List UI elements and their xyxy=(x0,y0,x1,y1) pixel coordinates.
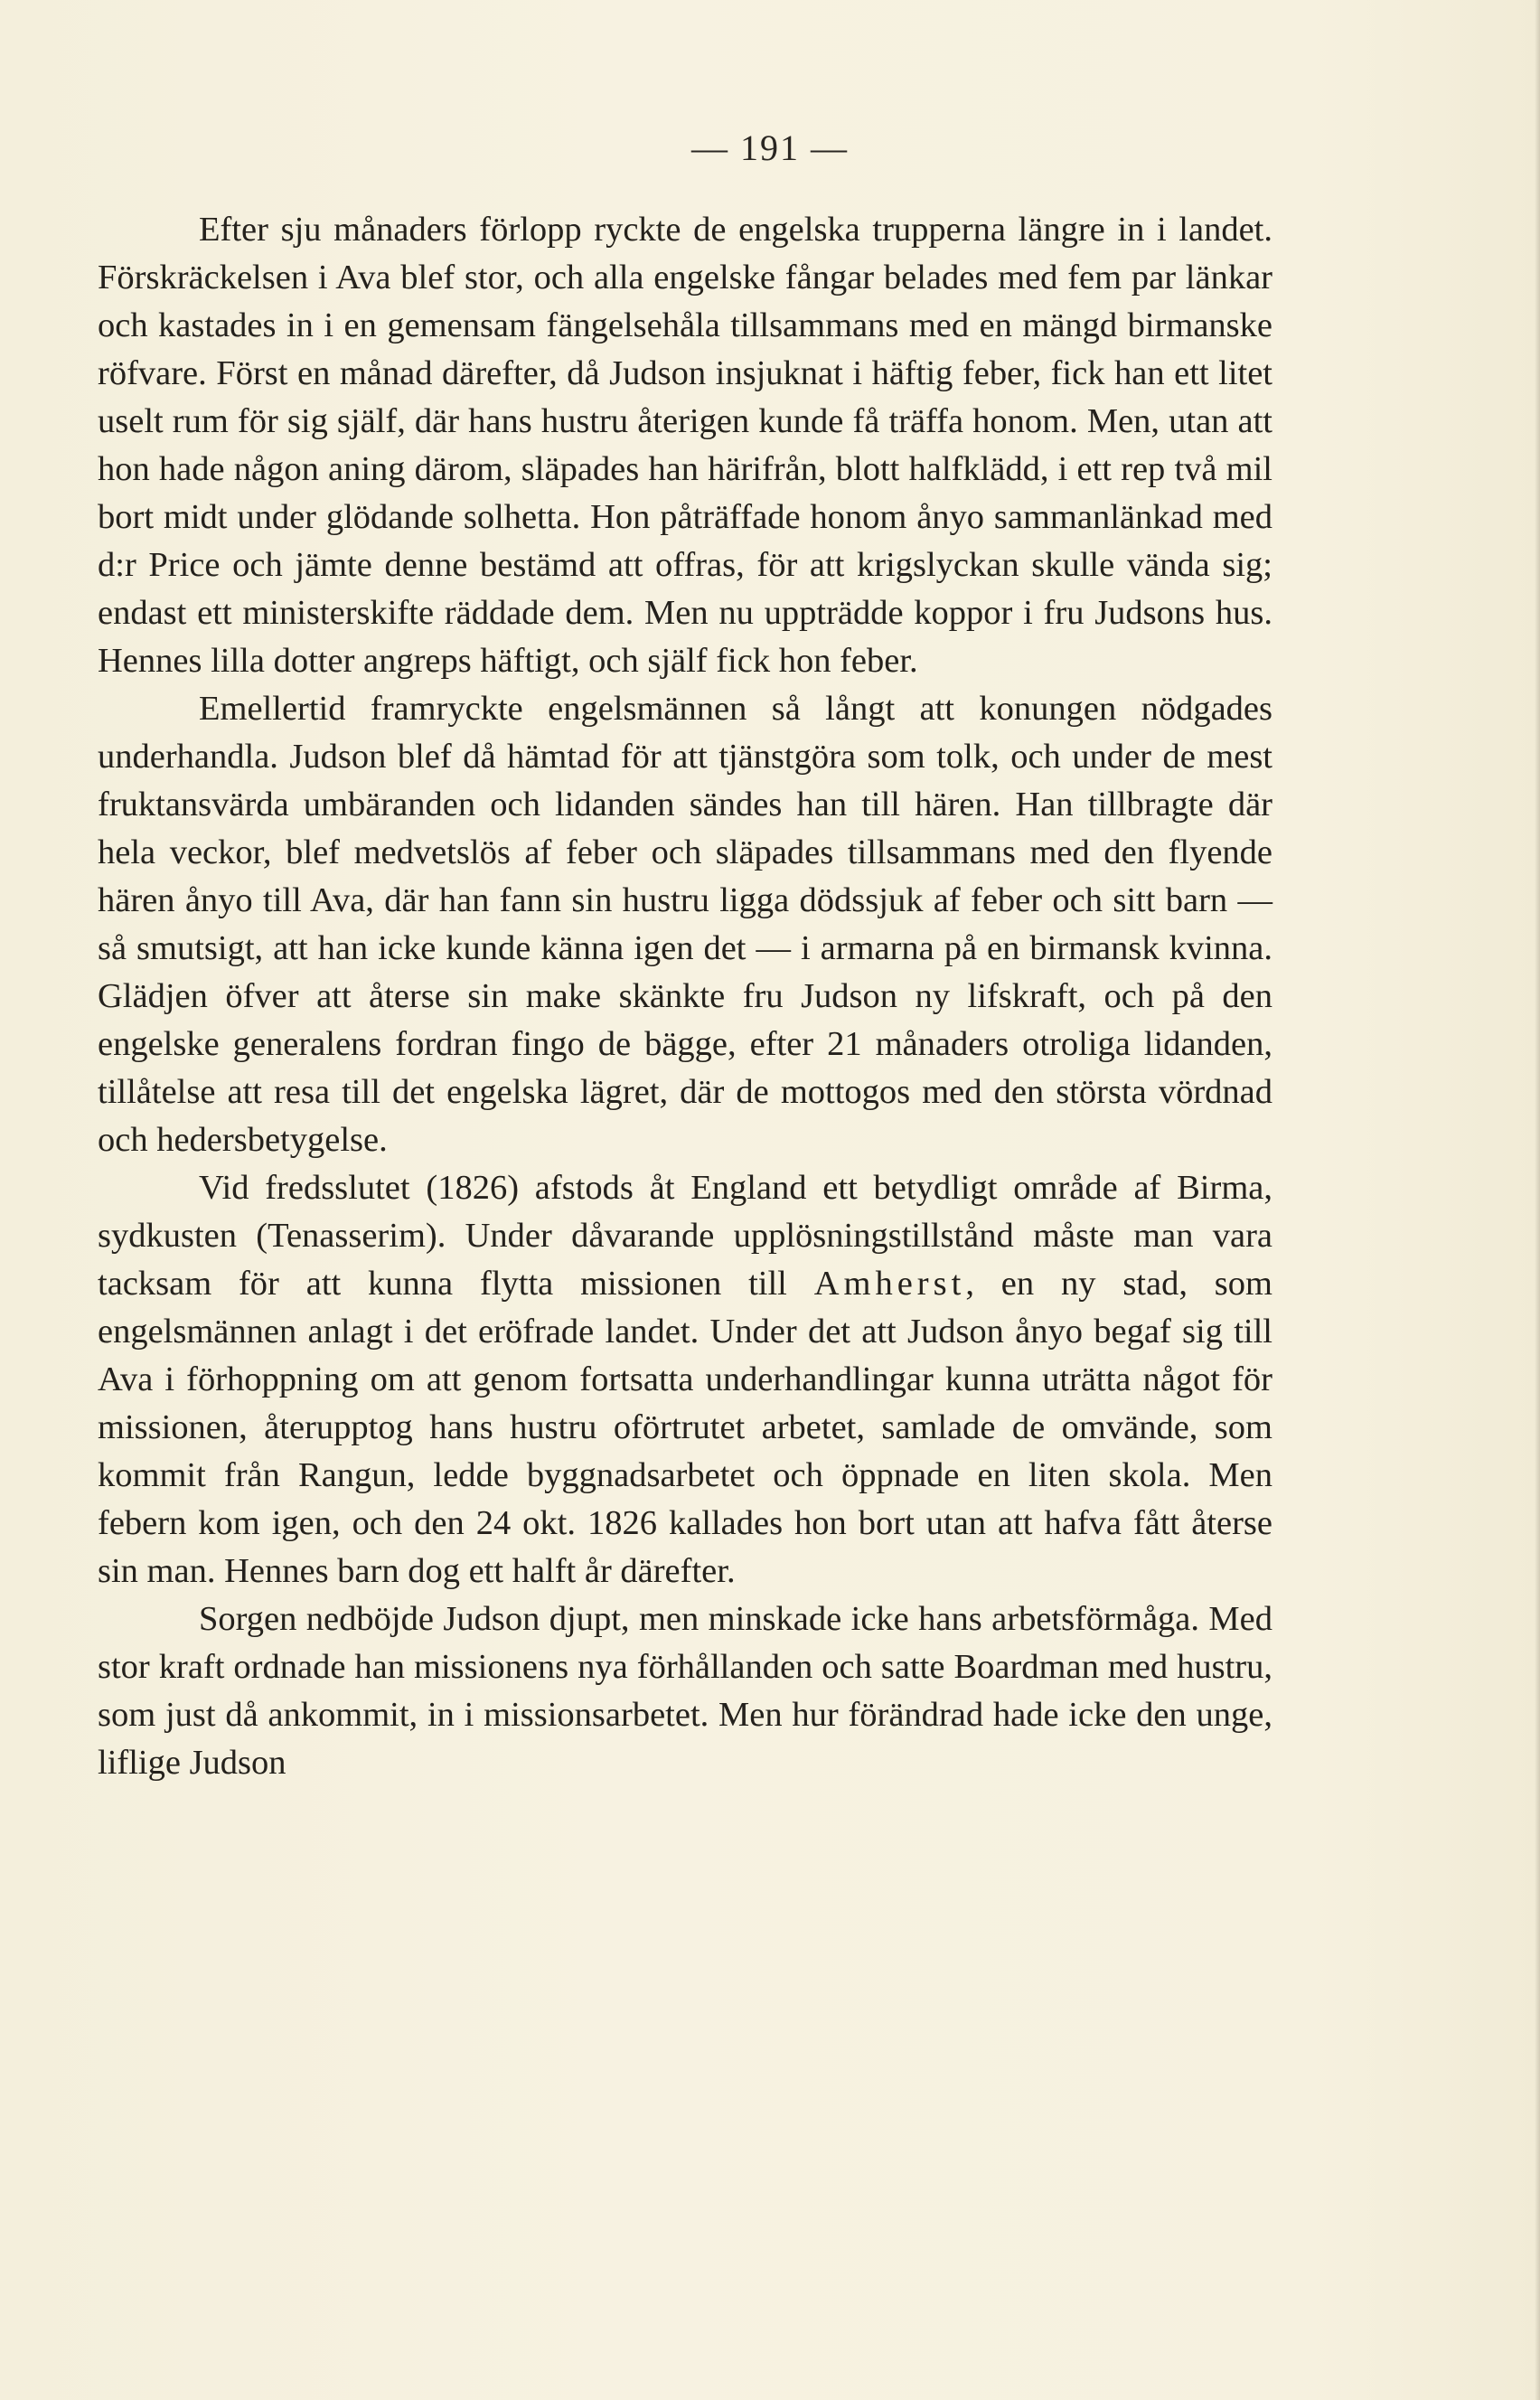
paragraph-3 xyxy=(98,1164,1272,1595)
page-number: — 191 — xyxy=(691,127,849,168)
paragraph-3-end: , en ny stad, som engelsmännen anlagt i det eröfrade landet. Under det att Judson ånyo begaf sig till Ava i förhoppning om att genom fortsatta underhandlingar kunna uträtta något för missionen, återupptog hans hustru oförtrutet arbetet, samlade de omvände, som kommit från Rangun, ledde byggnadsarbetet och öppnade en liten skola. Men febern kom igen, och den 24 okt. 1826 kallades hon bort utan att hafva fått återse sin man. Hennes barn dog ett halft år därefter. xyxy=(98,1265,1272,1590)
body-text xyxy=(98,206,1272,1787)
page-edge-shadow xyxy=(1535,0,1540,2400)
paragraph-2: Emellertid framryckte engelsmännen så långt att konungen nödgades underhandla. Judson blef då hämtad för att tjänstgöra som tolk, och under de mest fruktansvärda umbäranden och lidanden sändes han till hären. Han tillbragte där hela veckor, blef medvetslös af feber och släpades tillsammans med den flyende hären ånyo till Ava, där han fann sin hustru ligga dödssjuk af feber och sitt barn — så smutsigt, att han icke kunde känna igen det — i armarna på en birmansk kvinna. Glädjen öfver att återse sin make skänkte fru Judson ny lifskraft, och på den engelske generalens fordran fingo de bägge, efter 21 månaders otroliga lidanden, tillåtelse att resa till det engelska lägret, där de mottogos med den största vördnad och hedersbetygelse. xyxy=(98,690,1272,1159)
paragraph-4: Sorgen nedböjde Judson djupt, men minskade icke hans arbetsförmåga. Med stor kraft ordnade han missionens nya förhållanden och satte Boardman med hustru, som just då ankommit, in i missionsarbetet. Men hur förändrad hade icke den unge, liflige Judson xyxy=(98,1600,1272,1782)
paragraph-1: Efter sju månaders förlopp ryckte de engelska trupperna längre in i landet. Förskräckelsen i Ava blef stor, och alla engelske fångar belades med fem par länkar och kastades in i en gemensam fängelsehåla tillsammans med en mängd birmanske röfvare. Först en månad därefter, då Judson insjuknat i häftig feber, fick han ett litet uselt rum för sig själf, där hans hustru återigen kunde få träffa honom. Men, utan att hon hade någon aning därom, släpades han härifrån, blott halfklädd, i ett rep två mil bort midt under glödande solhetta. Hon påträffade honom ånyo sammanlänkad med d:r Price och jämte denne bestämd att offras, för att krigslyckan skulle vända sig; endast ett ministerskifte räddade dem. Men nu uppträdde koppor i fru Judsons hus. Hennes lilla dotter angreps häftigt, och själf fick hon feber. xyxy=(98,211,1272,680)
paragraph-3-start: Vid fredsslutet (1826) afstods åt England ett betydligt område af Birma, sydkusten (Tenasserim). Under dåvarande upplösningstillstånd måste man vara tacksam för att kunna flytta missionen till xyxy=(98,1169,1272,1303)
spaced-place-name: Amherst xyxy=(813,1265,966,1303)
